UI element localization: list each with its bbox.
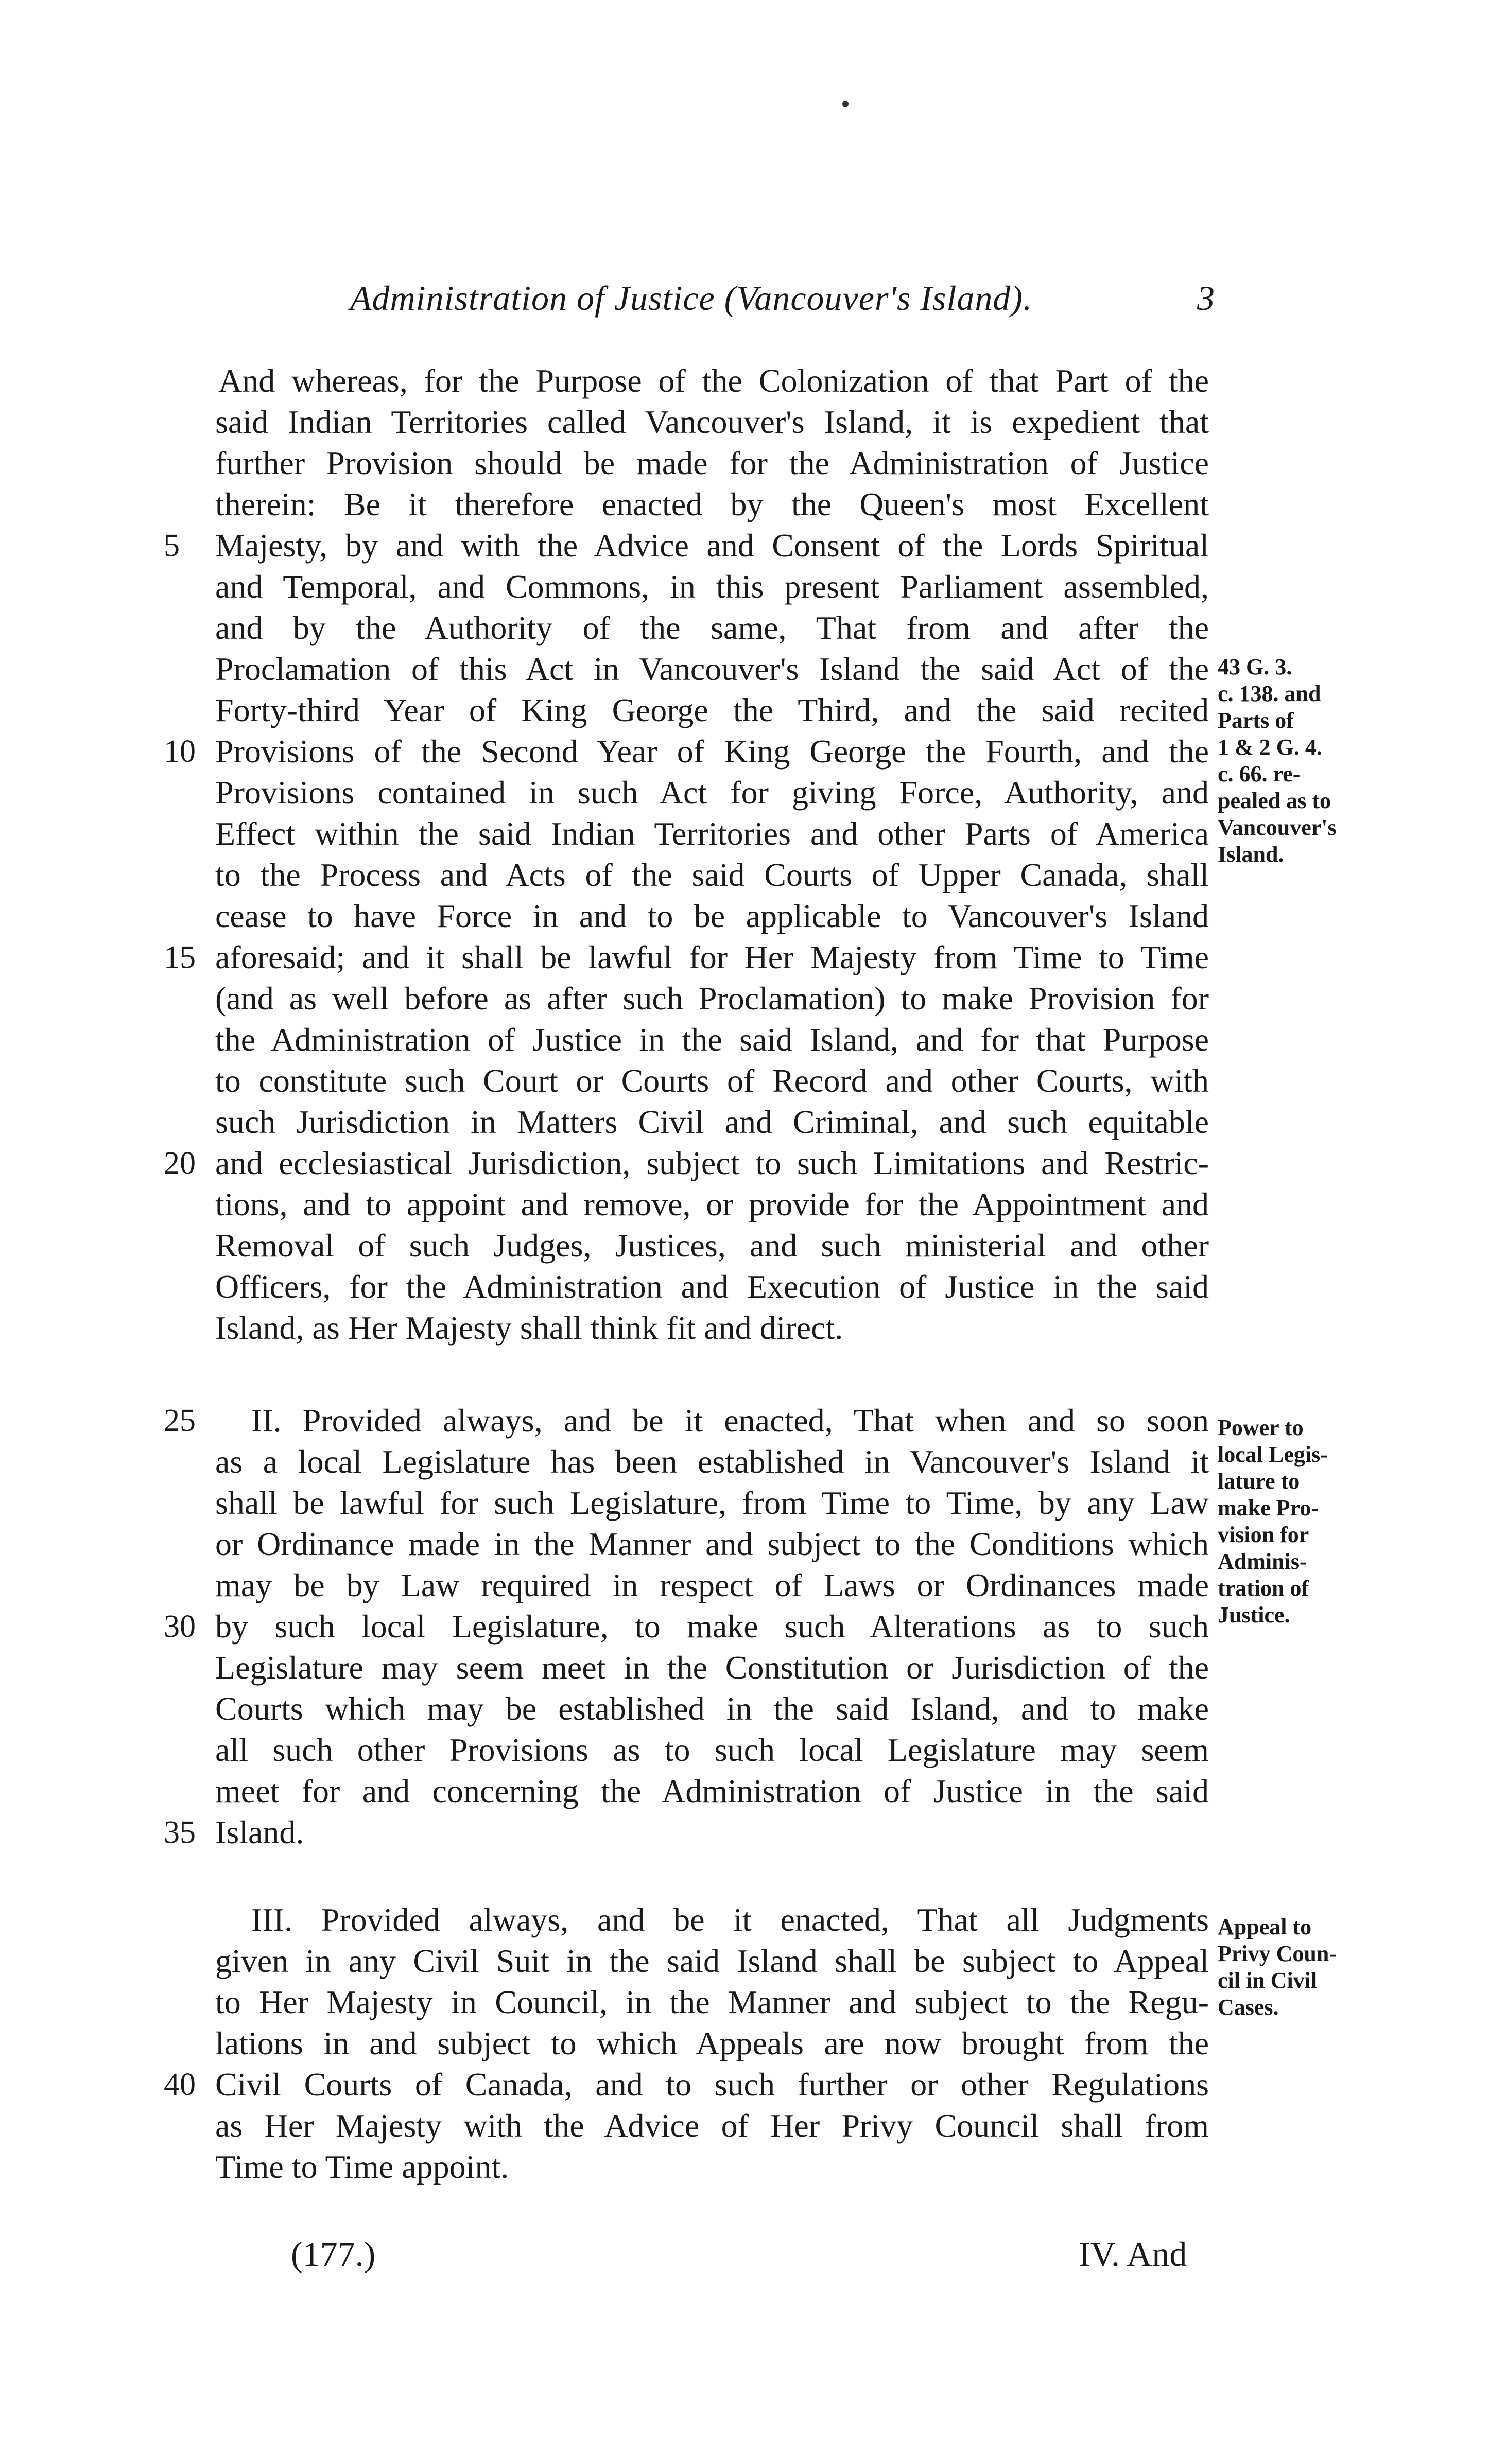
margin-note-line: Cases. [1218, 1995, 1279, 2020]
line-text: may be by Law required in respect of Laws or Ordinances made [215, 1567, 1209, 1603]
margin-note-line: Vancouver's [1218, 815, 1337, 840]
text-line [215, 978, 1209, 1019]
text-line [215, 360, 1209, 401]
text-line [215, 2146, 1209, 2188]
text-line [215, 896, 1209, 937]
text-line [215, 772, 1209, 813]
line-text: and by the Authority of the same, That from and after the [215, 609, 1209, 646]
text-line [215, 566, 1209, 607]
text-line [215, 649, 1209, 690]
text-line [215, 1102, 1209, 1143]
line-text: Forty-third Year of King George the Third, and the said recited [215, 692, 1209, 728]
line-text: Legislature may seem meet in the Constitution or Jurisdiction of the [215, 1649, 1209, 1686]
margin-note-line: pealed as to [1218, 788, 1331, 813]
line-text: all such other Provisions as to such local Legislature may seem [215, 1732, 1209, 1768]
text-line [215, 1982, 1209, 2023]
text-line [215, 854, 1209, 896]
line-number: 10 [164, 734, 196, 769]
text-line [215, 1524, 1209, 1565]
text-line [164, 1606, 1209, 1647]
text-line [215, 1899, 1209, 1941]
margin-note-line: 1 & 2 G. 4. [1218, 735, 1322, 760]
paragraph-section-iii [164, 1899, 1209, 2188]
text-line [215, 1565, 1209, 1606]
text-line [215, 1307, 1209, 1349]
line-text: and ecclesiastical Jurisdiction, subject to such Limitations and Restric- [215, 1145, 1209, 1181]
line-text: Effect within the said Indian Territories and other Parts of America [215, 815, 1209, 852]
header-title: Administration of Justice (Vancouver's Island). [350, 278, 1033, 318]
line-text: Provisions contained in such Act for giving Force, Authority, and [215, 774, 1209, 811]
line-number: 30 [164, 1609, 196, 1644]
paragraph-preamble [164, 360, 1209, 1349]
text-line [215, 1184, 1209, 1225]
line-text: Majesty, by and with the Advice and Consent of the Lords Spiritual [215, 527, 1209, 564]
margin-note-line: cil in Civil [1218, 1968, 1318, 1993]
text-line [164, 525, 1209, 566]
line-text: Provisions of the Second Year of King George the Fourth, and the [215, 733, 1209, 770]
line-text: Island, as Her Majesty shall think fit and direct. [215, 1309, 843, 1346]
margin-note-line: tration of [1218, 1576, 1309, 1601]
margin-note-line: Adminis- [1218, 1549, 1307, 1574]
line-number: 15 [164, 940, 196, 975]
margin-note-line: Appeal to [1218, 1914, 1312, 1939]
text-line [215, 1060, 1209, 1102]
line-text: lations in and subject to which Appeals are now brought from the [215, 2025, 1209, 2061]
line-text: II. Provided always, and be it enacted, That when and so soon [251, 1402, 1209, 1439]
line-text: to Her Majesty in Council, in the Manner and subject to the Regu- [215, 1984, 1209, 2020]
line-text: or Ordinance made in the Manner and subject to the Conditions which [215, 1526, 1209, 1562]
text-line [215, 443, 1209, 484]
line-number: 40 [164, 2067, 196, 2102]
margin-note-repeal [1218, 654, 1388, 868]
margin-note-line: vision for [1218, 1522, 1309, 1547]
margin-note-line: c. 66. re- [1218, 761, 1301, 787]
line-text: by such local Legislature, to make such Alterations as to such [215, 1608, 1209, 1645]
line-text: said Indian Territories called Vancouver's Island, it is expedient that [215, 404, 1209, 440]
margin-note-line: Power to [1218, 1415, 1304, 1440]
line-text: Island. [215, 1814, 304, 1850]
margin-note-appeal [1218, 1914, 1388, 2021]
text-line [215, 2023, 1209, 2064]
page-number: 3 [1197, 278, 1215, 318]
text-line [215, 1647, 1209, 1688]
text-line [215, 1941, 1209, 1982]
line-text: cease to have Force in and to be applicable to Vancouver's Island [215, 898, 1209, 934]
line-text: meet for and concerning the Administration of Justice in the said [215, 1773, 1209, 1809]
line-text: to constitute such Court or Courts of Record and other Courts, with [215, 1062, 1209, 1099]
text-line [164, 2064, 1209, 2105]
text-line [215, 1771, 1209, 1812]
catchword: IV. And [1079, 2234, 1187, 2274]
text-line [215, 1441, 1209, 1482]
line-text: as a local Legislature has been established in Vancouver's Island it [215, 1443, 1209, 1480]
text-line [164, 731, 1209, 772]
line-text: (and as well before as after such Proclamation) to make Provision for [215, 980, 1209, 1017]
text-line [215, 1688, 1209, 1729]
line-text: shall be lawful for such Legislature, from Time to Time, by any Law [215, 1484, 1209, 1521]
ink-speck [842, 101, 849, 107]
line-text: and Temporal, and Commons, in this present Parliament assembled, [215, 568, 1209, 605]
line-text: the Administration of Justice in the said Island, and for that Purpose [215, 1021, 1209, 1058]
margin-note-line: make Pro- [1218, 1495, 1319, 1521]
text-line [215, 401, 1209, 443]
margin-note-line: Parts of [1218, 708, 1294, 733]
margin-note-line: 43 G. 3. [1218, 654, 1292, 679]
margin-note-line: local Legis- [1218, 1442, 1328, 1467]
margin-note-line: Privy Coun- [1218, 1941, 1337, 1966]
line-text: III. Provided always, and be it enacted, That all Judgments [251, 1901, 1209, 1938]
line-text: Courts which may be established in the said Island, and to make [215, 1690, 1209, 1727]
line-text: as Her Majesty with the Advice of Her Privy Council shall from [215, 2107, 1209, 2144]
margin-note-line: lature to [1218, 1469, 1300, 1494]
line-text: Civil Courts of Canada, and to such further or other Regulations [215, 2066, 1209, 2103]
line-number: 25 [164, 1403, 196, 1438]
text-line [215, 1019, 1209, 1060]
margin-note-power [1218, 1414, 1388, 1629]
line-text: tions, and to appoint and remove, or provide for the Appointment and [215, 1186, 1209, 1222]
line-text: Time to Time appoint. [215, 2148, 509, 2185]
text-line [164, 1143, 1209, 1184]
paragraph-section-ii [164, 1400, 1209, 1853]
line-text: Proclamation of this Act in Vancouver's Island the said Act of the [215, 651, 1209, 687]
margin-note-line: c. 138. and [1218, 681, 1321, 706]
margin-note-line: Justice. [1218, 1602, 1290, 1628]
text-line [215, 484, 1209, 525]
line-text: to the Process and Acts of the said Courts of Upper Canada, shall [215, 857, 1209, 893]
line-text: such Jurisdiction in Matters Civil and Criminal, and such equitable [215, 1104, 1209, 1140]
line-text: given in any Civil Suit in the said Island shall be subject to Appeal [215, 1943, 1209, 1979]
text-line [164, 937, 1209, 978]
line-text: And whereas, for the Purpose of the Colonization of that Part of the [218, 362, 1209, 399]
line-text: further Provision should be made for the Administration of Justice [215, 445, 1209, 481]
text-line [215, 1482, 1209, 1524]
bill-number: (177.) [291, 2234, 376, 2274]
text-line [164, 1812, 1209, 1853]
text-line [215, 1266, 1209, 1307]
line-number: 20 [164, 1146, 196, 1181]
line-text: Removal of such Judges, Justices, and such ministerial and other [215, 1227, 1209, 1264]
line-text: aforesaid; and it shall be lawful for Her Majesty from Time to Time [215, 939, 1209, 975]
text-line [215, 607, 1209, 649]
text-line [164, 1400, 1209, 1441]
line-text: therein: Be it therefore enacted by the Queen's most Excellent [215, 486, 1209, 522]
text-line [215, 690, 1209, 731]
text-line [215, 2105, 1209, 2146]
line-number: 5 [164, 528, 180, 563]
line-number: 35 [164, 1815, 196, 1850]
text-line [215, 813, 1209, 854]
margin-note-line: Island. [1218, 842, 1284, 867]
text-line [215, 1225, 1209, 1266]
running-header [350, 278, 1215, 319]
text-line [215, 1729, 1209, 1771]
line-text: Officers, for the Administration and Execution of Justice in the said [215, 1268, 1209, 1305]
